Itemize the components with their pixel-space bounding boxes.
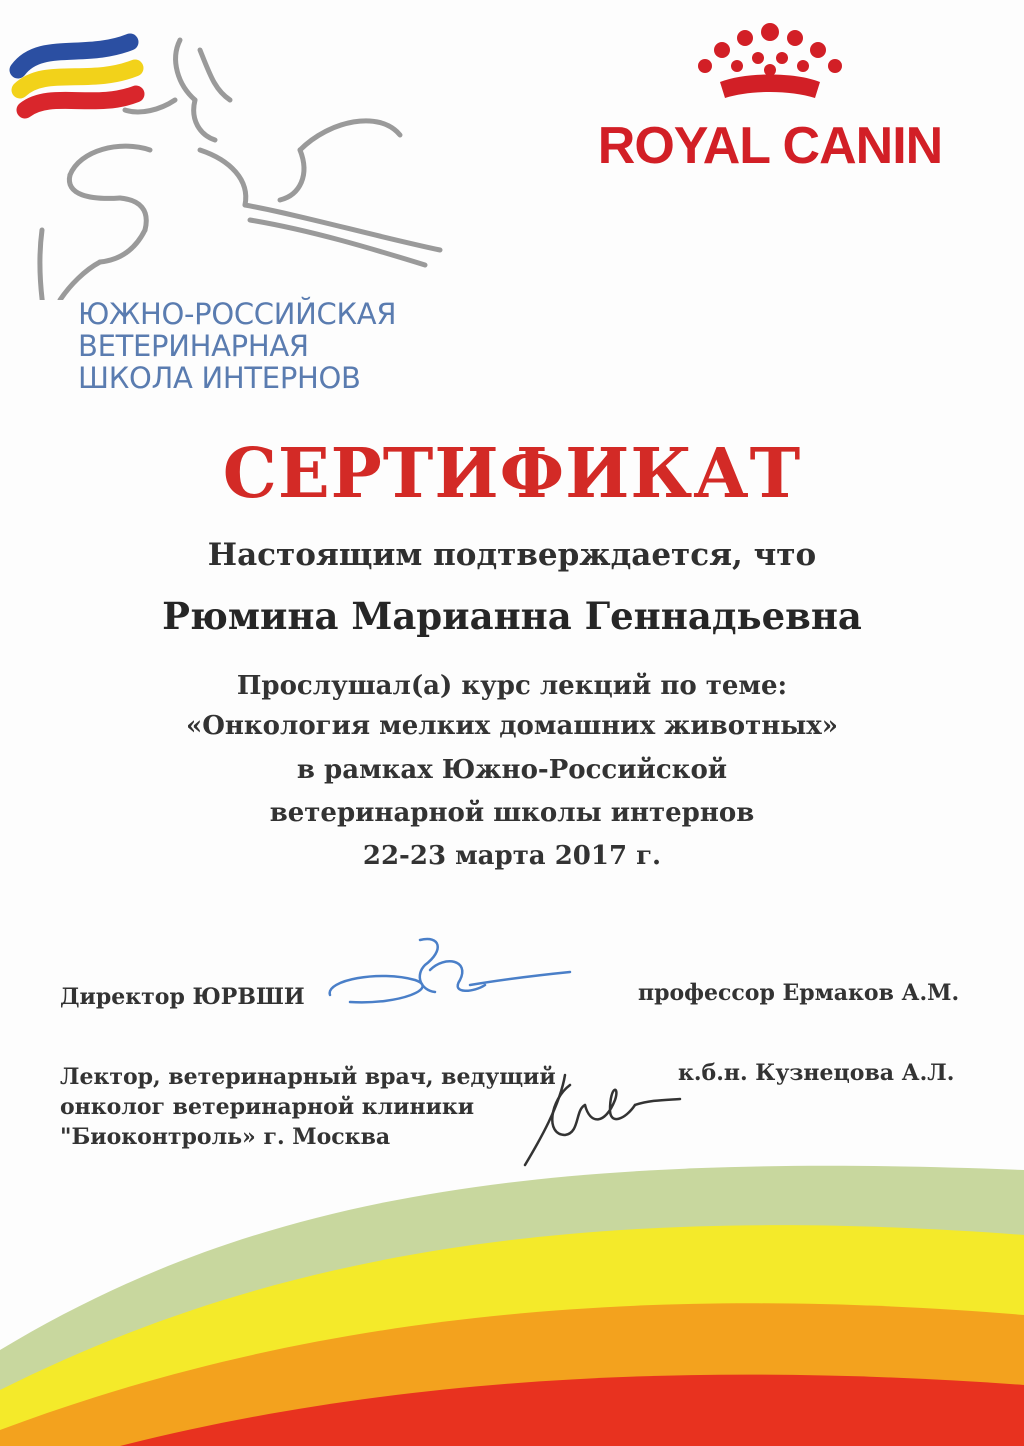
director-signature-icon [320, 930, 580, 1020]
recipient-name: Рюмина Марианна Геннадьевна [162, 594, 862, 638]
course-line: Прослушал(а) курс лекций по теме: [236, 671, 788, 701]
course-line: в рамках Южно-Российской [296, 755, 728, 785]
lecturer-title-line: онколог ветеринарной клиники [60, 1094, 475, 1120]
director-title: Директор ЮРВШИ [60, 984, 305, 1010]
director-name: профессор Ермаков А.М. [638, 980, 960, 1006]
lecturer-title-line: Лектор, ветеринарный врач, ведущий [60, 1064, 556, 1090]
school-name-line: ВЕТЕРИНАРНАЯ [78, 329, 309, 363]
school-name-line: ЮЖНО-РОССИЙСКАЯ [78, 297, 397, 331]
school-emblem-icon [0, 0, 460, 300]
lecturer-name: к.б.н. Кузнецова А.Л. [678, 1060, 955, 1086]
brand-name: ROYAL CANIN [597, 117, 943, 175]
course-date: 22-23 марта 2017 г. [362, 841, 662, 871]
lecturer-title-line: "Биоконтроль» г. Москва [60, 1124, 391, 1150]
crown-icon [685, 20, 855, 115]
school-logo [0, 0, 460, 400]
school-name-line: ШКОЛА ИНТЕРНОВ [78, 361, 361, 395]
certificate-title: СЕРТИФИКАТ [222, 434, 802, 514]
decorative-wave [0, 1140, 1024, 1446]
confirmation-text: Настоящим подтверждается, что [207, 537, 817, 573]
course-topic: «Онкология мелких домашних животных» [185, 711, 839, 741]
school-name [78, 298, 396, 394]
lecturer-title [60, 1062, 556, 1152]
royal-canin-logo [580, 20, 960, 175]
course-line: ветеринарной школы интернов [269, 798, 755, 828]
